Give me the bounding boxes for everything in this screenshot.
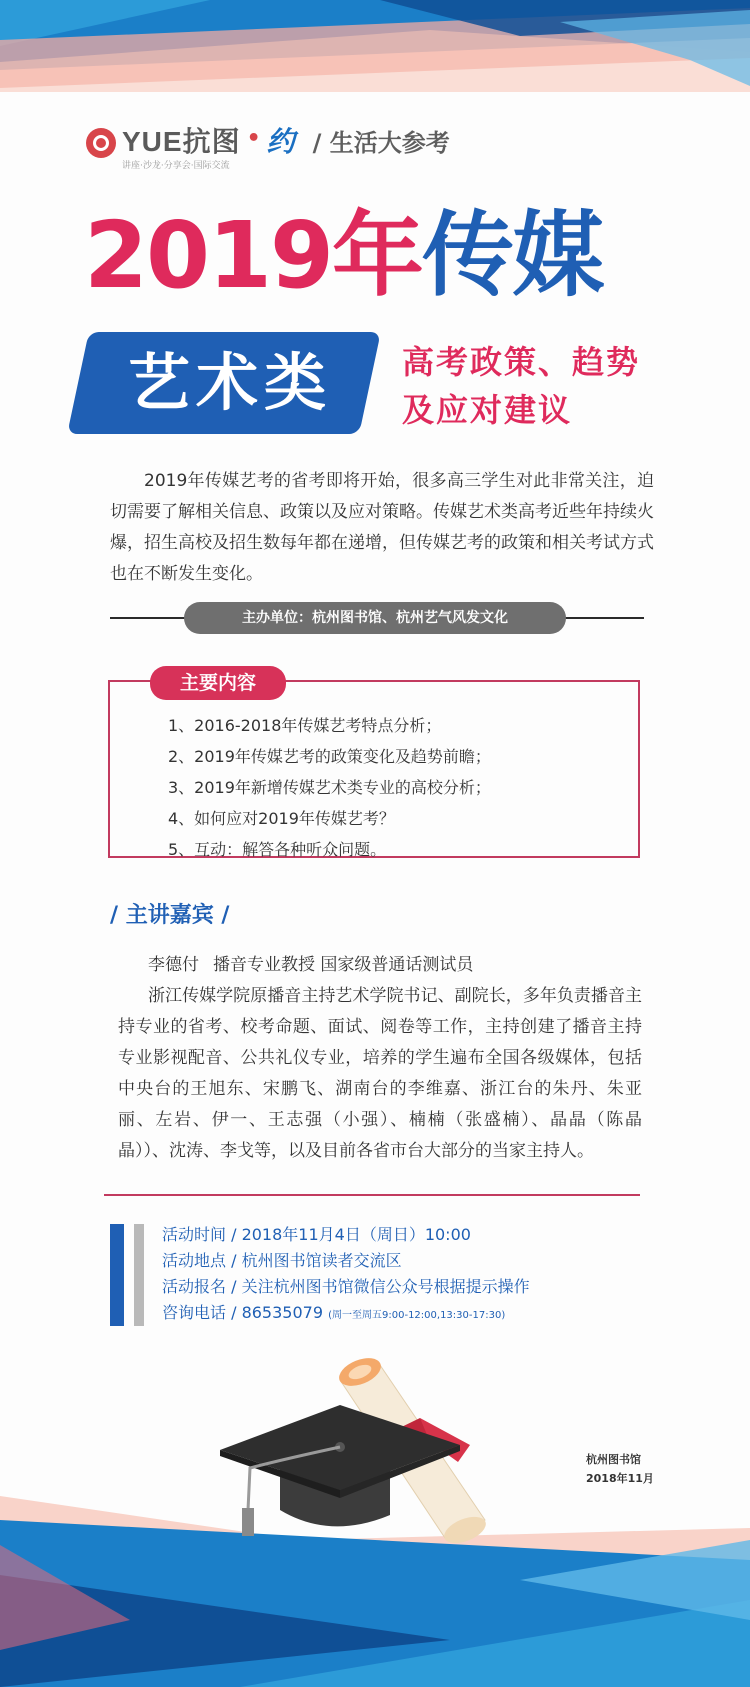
list-item: 1、2016-2018年传媒艺考特点分析； — [168, 716, 442, 735]
speaker-titles: 播音专业教授 国家级普通话测试员 — [213, 955, 474, 975]
organizer-pill: 主办单位：杭州图书馆、杭州艺气风发文化 — [184, 602, 566, 634]
event-place: 活动地点 / 杭州图书馆读者交流区 — [162, 1251, 402, 1270]
footer-date: 2018年11月 — [586, 1472, 654, 1485]
event-phone-hours: (周一至周五9:00-12:00,13:30-17:30) — [328, 1310, 506, 1321]
footer-org: 杭州图书馆 — [586, 1453, 641, 1466]
info-accent-blue — [110, 1224, 124, 1326]
title-badge: 艺术类 — [127, 346, 332, 419]
logo-dot: • — [246, 126, 261, 151]
event-info — [162, 1222, 530, 1329]
event-signup: 活动报名 / 关注杭州图书馆微信公众号根据提示操作 — [162, 1277, 530, 1296]
subtitle — [402, 338, 640, 434]
speaker-body — [118, 950, 642, 1167]
event-phone: 咨询电话 / 86535079 — [162, 1303, 324, 1322]
list-item: 3、2019年新增传媒艺术类专业的高校分析； — [168, 778, 491, 797]
speaker-heading: / 主讲嘉宾 / — [110, 903, 230, 928]
slogan: / 生活大参考 — [312, 129, 450, 157]
logo-main: YUE抗图 — [122, 126, 241, 157]
speaker-description: 浙江传媒学院原播音主持艺术学院书记、副院长，多年负责播音主持专业的省考、校考命题、面试、阅卷等工作，主持创建了播音主持专业影视配音、公共礼仪专业，培养的学生遍布全国各级媒体，包括中央台的王旭东、宋鹏飞、湖南台的李维嘉、浙江台的朱丹、朱亚丽、左岩、伊一、王志强（小强）、楠楠（张盛楠）、晶晶（陈晶晶））、沈涛、李戈等，以及目前各省市台大部分的当家主持人。 — [118, 986, 642, 1161]
subtitle-line1: 高考政策、趋势 — [402, 343, 641, 381]
intro-paragraph: 2019年传媒艺考的省考即将开始，很多高三学生对此非常关注，迫切需要了解相关信息、政策以及应对策略。传媒艺术类高考近些年持续火爆，招生高校及招生数每年都在递增，但传媒艺考的政策和相关考试方式也在不断发生变化。 — [110, 471, 654, 584]
logo-header — [86, 125, 450, 171]
list-item: 2、2019年传媒艺考的政策变化及趋势前瞻； — [168, 747, 491, 766]
subtitle-line2: 及应对建议 — [402, 391, 573, 429]
list-item: 5、互动：解答各种听众问题。 — [168, 840, 387, 859]
title-topic: 传媒 — [422, 202, 603, 309]
graduation-illustration — [220, 1350, 520, 1550]
event-time: 活动时间 / 2018年11月4日（周日）10:00 — [162, 1225, 471, 1244]
logo-text — [122, 128, 241, 171]
speaker-name: 李德付 — [148, 955, 199, 975]
logo-tagline: 讲座·沙龙·分享会·国际交流 — [122, 161, 230, 171]
section-divider — [104, 1194, 640, 1196]
footer — [586, 1450, 654, 1488]
event-phone-line — [162, 1300, 530, 1329]
list-item: 4、如何应对2019年传媒艺考？ — [168, 809, 395, 828]
main-title — [84, 202, 603, 309]
title-year: 2019年 — [84, 202, 423, 309]
content-list — [168, 710, 491, 865]
info-accent-gray — [134, 1224, 144, 1326]
logo-yue: 约 — [266, 125, 295, 158]
content-label: 主要内容 — [150, 666, 286, 700]
logo-icon — [86, 128, 116, 158]
speaker-name-line — [118, 950, 642, 981]
